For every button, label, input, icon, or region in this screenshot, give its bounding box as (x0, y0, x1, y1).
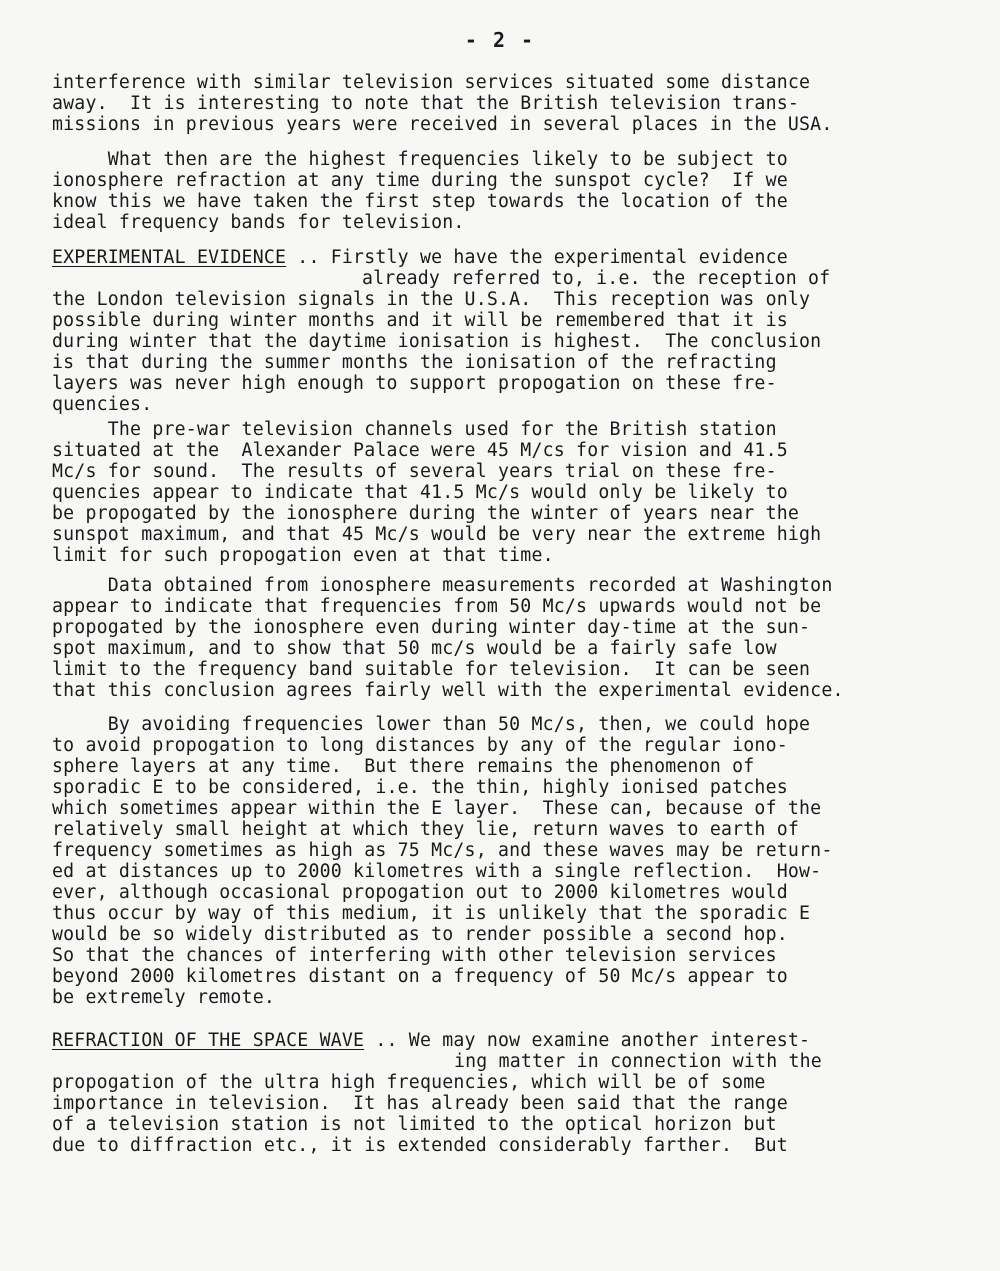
text-line: due to diffraction etc., it is extended considerably farther. But (52, 1135, 788, 1156)
text-line: ing matter in connection with the (454, 1051, 822, 1072)
page-number: - 2 - (464, 28, 536, 52)
text-line: be propogated by the ionosphere during the winter of years near the (52, 503, 800, 524)
text-line: be extremely remote. (52, 987, 275, 1008)
text-line: importance in television. It has already been said that the range (52, 1093, 788, 1114)
text-line: appear to indicate that frequencies from 50 Mc/s upwards would not be (52, 596, 822, 617)
text-line: already referred to, i.e. the reception of (362, 268, 831, 289)
text-line: limit to the frequency band suitable for television. It can be seen (52, 659, 811, 680)
section-heading-experimental-evidence: EXPERIMENTAL EVIDENCE (52, 247, 287, 268)
text-line: is that during the summer months the ionisation of the refracting (52, 352, 777, 373)
text-line: that this conclusion agrees fairly well with the experimental evidence. (52, 680, 844, 701)
text-line: The pre-war television channels used for the British station (52, 419, 777, 440)
text-line: which sometimes appear within the E layer. These can, because of the (52, 798, 822, 819)
text-line: to avoid propogation to long distances by any of the regular iono- (52, 735, 788, 756)
text-line: sporadic E to be considered, i.e. the thin, highly ionised patches (52, 777, 788, 798)
text-line: away. It is interesting to note that the British television trans- (52, 93, 800, 114)
text-line: By avoiding frequencies lower than 50 Mc/s, then, we could hope (52, 714, 811, 735)
text-line: sphere layers at any time. But there remains the phenomenon of (52, 756, 755, 777)
text-line: layers was never high enough to support propogation on these fre- (52, 373, 777, 394)
text-line: ionosphere refraction at any time during the sunspot cycle? If we (52, 170, 788, 191)
text-line: quencies. (52, 394, 153, 415)
heading-tail-text: .. We may now examine another interest- (364, 1030, 811, 1051)
text-line: ever, although occasional propogation out to 2000 kilometres would (52, 882, 788, 903)
text-line: Data obtained from ionosphere measurements recorded at Washington (52, 575, 833, 596)
text-line: sunspot maximum, and that 45 Mc/s would be very near the extreme high (52, 524, 822, 545)
text-line: during winter that the daytime ionisation is highest. The conclusion (52, 331, 822, 352)
text-line: beyond 2000 kilometres distant on a frequency of 50 Mc/s appear to (52, 966, 788, 987)
text-line: spot maximum, and to show that 50 mc/s would be a fairly safe low (52, 638, 777, 659)
text-line: possible during winter months and it will be remembered that it is (52, 310, 788, 331)
text-line: Mc/s for sound. The results of several years trial on these fre- (52, 461, 777, 482)
text-line: propogation of the ultra high frequencies, which will be of some (52, 1072, 766, 1093)
section-heading-line (52, 1030, 810, 1051)
text-line: ideal frequency bands for television. (52, 212, 465, 233)
text-line: the London television signals in the U.S.A. This reception was only (52, 289, 811, 310)
heading-tail-text: .. Firstly we have the experimental evidence (286, 247, 788, 268)
text-line: interference with similar television services situated some distance (52, 72, 811, 93)
text-line: What then are the highest frequencies likely to be subject to (52, 149, 788, 170)
text-line: thus occur by way of this medium, it is unlikely that the sporadic E (52, 903, 811, 924)
text-line: missions in previous years were received in several places in the USA. (52, 114, 833, 135)
text-line: situated at the Alexander Palace were 45 M/cs for vision and 41.5 (52, 440, 788, 461)
section-heading-line (52, 247, 788, 268)
text-line: ed at distances up to 2000 kilometres with a single reflection. How- (52, 861, 822, 882)
text-line: So that the chances of interfering with other television services (52, 945, 777, 966)
text-line: limit for such propogation even at that time. (52, 545, 554, 566)
section-heading-refraction-of-the-space-wave: REFRACTION OF THE SPACE WAVE (52, 1030, 365, 1051)
text-line: would be so widely distributed as to render possible a second hop. (52, 924, 788, 945)
text-line: of a television station is not limited to the optical horizon but (52, 1114, 777, 1135)
text-line: propogated by the ionosphere even during winter day-time at the sun- (52, 617, 811, 638)
text-line: relatively small height at which they lie, return waves to earth of (52, 819, 800, 840)
text-line: know this we have taken the first step towards the location of the (52, 191, 788, 212)
text-line: frequency sometimes as high as 75 Mc/s, and these waves may be return- (52, 840, 833, 861)
text-line: quencies appear to indicate that 41.5 Mc/s would only be likely to (52, 482, 788, 503)
